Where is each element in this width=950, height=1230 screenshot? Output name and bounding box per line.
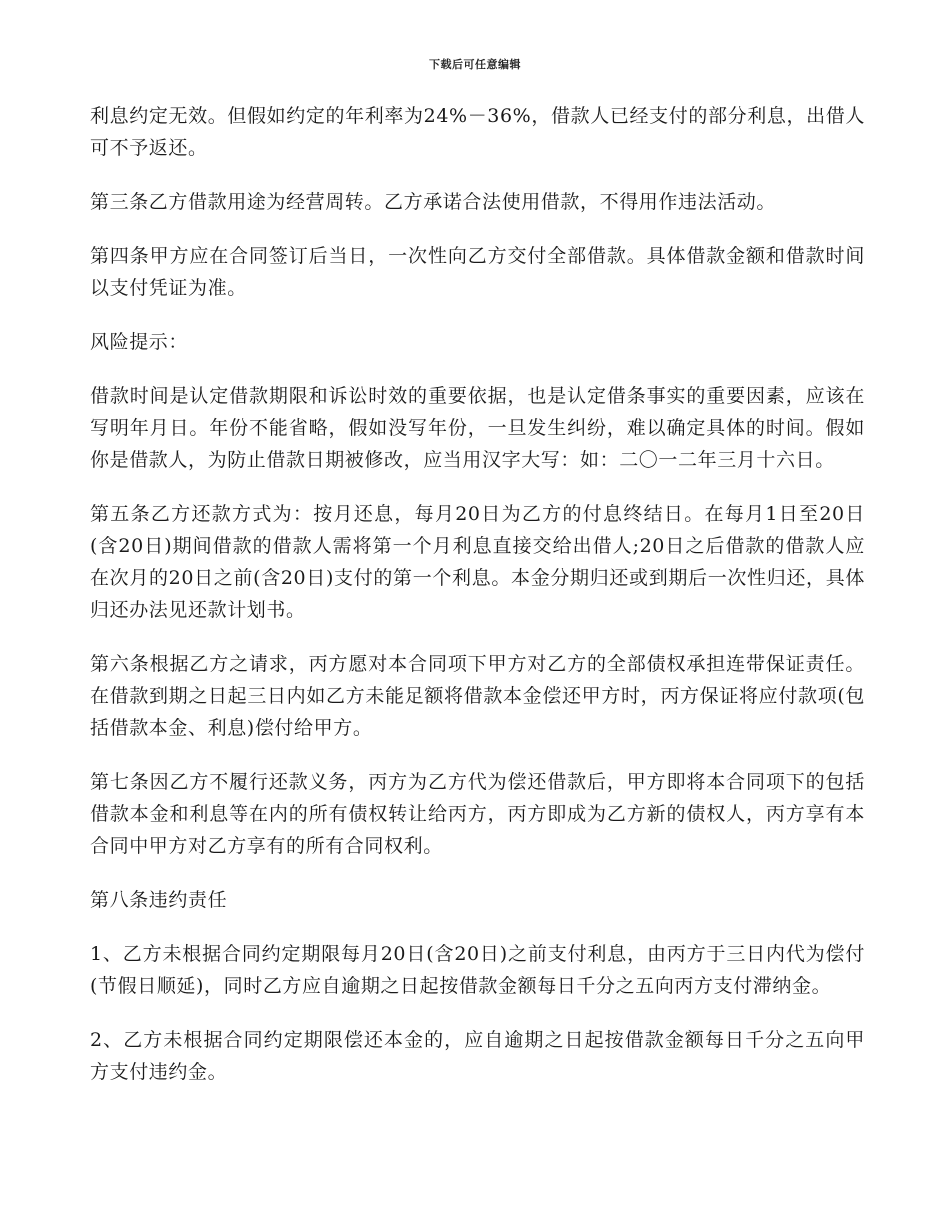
paragraph-article-8-item-2: 2、乙方未根据合同约定期限偿还本金的，应自逾期之日起按借款金额每日千分之五向甲方支付违约金。 bbox=[90, 1029, 865, 1083]
paragraph-article-8-heading: 第八条违约责任 bbox=[90, 889, 228, 911]
document-body bbox=[90, 100, 865, 1110]
paragraph-article-5: 第五条乙方还款方式为：按月还息，每月20日为乙方的付息终结日。在每月1日至20日(含20日)期间借款的借款人需将第一个月利息直接交给出借人;20日之后借款的借款人应在次月的20日之前(含20日)支付的第一个利息。本金分期归还或到期后一次性归还，具体归还办法见还款计划书。 bbox=[90, 503, 865, 621]
paragraph-risk-heading: 风险提示： bbox=[90, 331, 189, 353]
paragraph-article-8-item-1: 1、乙方未根据合同约定期限每月20日(含20日)之前支付利息，由丙方于三日内代为偿付(节假日顺延)，同时乙方应自逾期之日起按借款金额每日千分之五向丙方支付滞纳金。 bbox=[90, 943, 865, 997]
paragraph-interest-invalid: 利息约定无效。但假如约定的年利率为24%－36%，借款人已经支付的部分利息，出借人可不予返还。 bbox=[90, 105, 865, 159]
page-header: 下载后可任意编辑 bbox=[429, 58, 521, 71]
paragraph-risk-note: 借款时间是认定借款期限和诉讼时效的重要依据，也是认定借条事实的重要因素，应该在写明年月日。年份不能省略，假如没写年份，一旦发生纠纷，难以确定具体的时间。假如你是借款人，为防止借款日期被修改，应当用汉字大写：如：二〇一二年三月十六日。 bbox=[90, 385, 865, 471]
paragraph-article-7: 第七条因乙方不履行还款义务，丙方为乙方代为偿还借款后，甲方即将本合同项下的包括借款本金和利息等在内的所有债权转让给丙方，丙方即成为乙方新的债权人，丙方享有本合同中甲方对乙方享有的所有合同权利。 bbox=[90, 771, 865, 857]
paragraph-article-6: 第六条根据乙方之请求，丙方愿对本合同项下甲方对乙方的全部债权承担连带保证责任。在借款到期之日起三日内如乙方未能足额将借款本金偿还甲方时，丙方保证将应付款项(包括借款本金、利息)偿付给甲方。 bbox=[90, 653, 865, 739]
paragraph-article-3: 第三条乙方借款用途为经营周转。乙方承诺合法使用借款，不得用作违法活动。 bbox=[90, 191, 777, 213]
paragraph-article-4: 第四条甲方应在合同签订后当日，一次性向乙方交付全部借款。具体借款金额和借款时间以支付凭证为准。 bbox=[90, 245, 865, 299]
